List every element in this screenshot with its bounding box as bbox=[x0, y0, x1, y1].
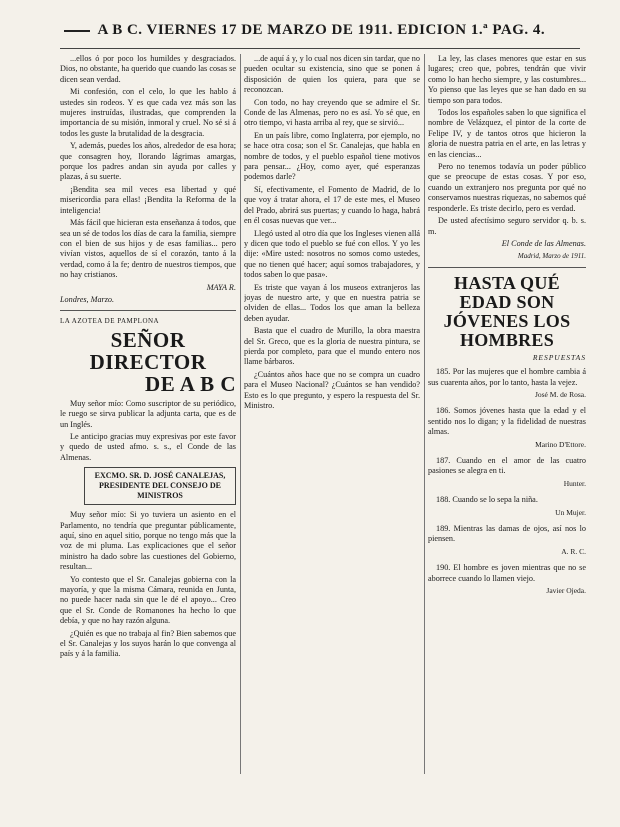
answer-author: José M. de Rosa. bbox=[534, 389, 586, 399]
paragraph: ...ellos ó por poco los humildes y desgraciados. Dios, no obstante, ha querido que cuando las cosas se dicen sean verdad. bbox=[60, 54, 236, 84]
column-1 bbox=[60, 54, 236, 774]
section-tag: LA AZOTEA DE PAMPLONA bbox=[60, 317, 160, 326]
divider bbox=[428, 267, 586, 268]
paragraph: La ley, las clases menores que estar en sus lugares; creo que, pobres, tendrán que vivir como lo han hecho siempre, y las costumbres... Yo pienso que las leyes que se han dado en su tiempo son para todos. bbox=[428, 54, 586, 105]
paragraph: De usted afectísimo seguro servidor q. b. s. m. bbox=[428, 216, 586, 236]
answer-text: 190. El hombre es joven mientras que no se aborrece cuando lo llamen viejo. bbox=[428, 563, 586, 583]
paragraph: Más fácil que hicieran esta enseñanza á todos, que sea un sé de todos los días de cara la familia, siempre con el bien de sus hijos y de esas familias... pero vivían vistos, aquellos de sí el corazón, tanto á la verdad, como á la fe; dentro de nuestros tiempos, que no hay cristianos. bbox=[60, 218, 236, 280]
answer-author: Javier Ojeda. bbox=[546, 586, 586, 596]
paragraph: ¡Bendita sea mil veces esa libertad y qué misericordia para ellas! ¡Bendita la Reforma de la inteligencia! bbox=[60, 184, 236, 215]
boxed-heading: EXCMO. SR. D. JOSÉ CANALEJAS, PRESIDENTE DEL CONSEJO DE MINISTROS bbox=[84, 467, 236, 505]
paragraph: Muy señor mío: Si yo tuviera un asiento en el Parlamento, no tendría que preguntar públicamente, aquí, sino en aquel sitio, porque no tengo más que la voz de mi pluma. Las explicaciones que el señor ministro ha dado sobre las cuestiones del Gobierno, resultan... bbox=[60, 510, 236, 572]
paragraph: Todos los españoles saben lo que significa el nombre de Velázquez, el pintor de la corte de Felipe IV, y de tantos otros que hicieron la gloria de nuestra patria en el arte, en las letras y en las ciencias... bbox=[428, 108, 586, 159]
answer-author: Hunter. bbox=[563, 478, 586, 488]
answer-author: A. R. C. bbox=[561, 546, 586, 556]
column-3 bbox=[428, 54, 586, 774]
paragraph: Sí, efectivamente, el Fomento de Madrid, de lo que voy á tratar ahora, el 17 de este mes, el Museo del Prado, abrirá sus puertas; y cuando lo haga, habrá en él cosas nuevas que ver... bbox=[244, 184, 420, 226]
signature: El Conde de las Almenas. bbox=[501, 238, 586, 248]
header-title: A B C. VIERNES 17 DE MARZO DE 1911. EDICION 1.ª PAG. 4. bbox=[97, 22, 546, 38]
signature: MAYA R. bbox=[206, 282, 236, 292]
answer-text: 189. Mientras las damas de ojos, así nos lo piensen. bbox=[428, 524, 586, 544]
paragraph: Muy señor mío: Como suscriptor de su periódico, le ruego se sirva publicar la adjunta carta, que es de un Inglés. bbox=[60, 398, 236, 429]
column-rule bbox=[240, 54, 241, 774]
paragraph: Y, además, puedes los años, alrededor de esa hora; que consagren hoy, llorando lágrimas amargas, porque los padres andan sin ayuda por calles y plazas, á su suerte. bbox=[60, 141, 236, 182]
answer-text: 188. Cuando se lo sepa la niña. bbox=[436, 495, 538, 505]
heading-line-1: SEÑOR DIRECTOR bbox=[89, 327, 207, 374]
place-date: Londres, Marzo. bbox=[60, 294, 115, 304]
paragraph: Con todo, no hay creyendo que se admire el Sr. Conde de las Almenas, pero no es así. Yo sé que, en otro tiempo, vi hasta arriba al rey, que se sirvió... bbox=[244, 97, 420, 128]
paragraph: Pero no tenemos todavía un poder público que se preocupe de estas cosas. Y por eso, cuando un extranjero nos pregunta por qué no conservamos nuestras riquezas, no sabemos qué responderle. Es triste decirlo, pero es verdad. bbox=[428, 162, 586, 213]
paragraph: Basta que el cuadro de Murillo, la obra maestra del Sr. Greco, que es la gloria de nuestra pintura, se pierda por completo, para que el mundo entero nos llame bárbaros. bbox=[244, 326, 420, 367]
article-heading: HASTA QUÉ EDAD SON JÓVENES LOS HOMBRES bbox=[443, 272, 571, 350]
answer-text: 186. Somos jóvenes hasta que la edad y el sentido nos lo digan; y la fidelidad de nuestras almas. bbox=[428, 406, 586, 437]
article-heading bbox=[60, 329, 236, 395]
paragraph: ¿Quién es que no trabaja al fin? Bien sabemos que el Sr. Canalejas y los suyos harán lo que convenga al país y á la familia. bbox=[60, 628, 236, 659]
answer-text: 187. Cuando en el amor de las cuatro pasiones se alegra en ti. bbox=[428, 455, 586, 476]
header-rule bbox=[60, 48, 580, 49]
signature-date: Madrid, Marzo de 1911. bbox=[517, 252, 586, 261]
paragraph: En un país libre, como Inglaterra, por ejemplo, no se hace otra cosa; son el Sr. Canalejas, que habla en nombre de todos, y el pueblo español tiene motivos para pensar... ¿Hoy, como ayer, qué esperanzas podemos darle? bbox=[244, 130, 420, 182]
answer-author: Marino D'Ettore. bbox=[535, 439, 586, 449]
paragraph: Mi confesión, con el celo, lo que les hablo á ustedes sin rodeos. Y es que cada vez más son las mujeres instruídas, ilustradas, que comprenden la importancia de su misión, inmoral y cruel. No sé si á todos les guste la brutalidad de la desgracia. bbox=[60, 87, 236, 138]
column-rule bbox=[424, 54, 425, 774]
paragraph: Yo contesto que el Sr. Canalejas gobierna con la mayoría, y que la misma Cámara, reunida en Junta, no puede hacer nada sin que le dé el apoyo... Creo que el Sr. Conde de Romanones ha hecho lo que debía, y que no hay razón alguna. bbox=[60, 574, 236, 626]
paragraph: ¿Cuántos años hace que no se compra un cuadro para el Museo Nacional? ¿Cuántos se han vendido? Esto es lo que pregunto, y espero la respuesta del Sr. Ministro. bbox=[244, 369, 420, 410]
divider bbox=[60, 310, 236, 311]
paragraph: Llegó usted al otro día que los Ingleses vienen allá y dicen que todo el pueblo se fué con ellos. Y yo les dije: «Mire usted: nosotros no somos como ustedes, que no tienen qué hacer; aquí somos trabajadores, y todos saben lo que pasa». bbox=[244, 228, 420, 280]
paragraph: Es triste que vayan á los museos extranjeros las joyas de nuestro arte, y que en nuestra patria se olviden de ellas... Todos los que aman la belleza deben ayudar. bbox=[244, 282, 420, 323]
paragraph: Le anticipo gracias muy expresivas por este favor y quedo de usted afmo. s. s., el Conde de las Almenas. bbox=[60, 431, 236, 462]
answers-label: RESPUESTAS bbox=[532, 352, 586, 362]
paragraph: ...de aquí á y, y lo cual nos dicen sin tardar, que no pueden ocultar su existencia, sino que se ponen á disposición de quien los quiera, para que se reconozcan. bbox=[244, 54, 420, 95]
page-header bbox=[60, 22, 580, 44]
answer-author: Un Mujer. bbox=[555, 507, 586, 517]
column-2 bbox=[244, 54, 420, 774]
header-dash-left bbox=[64, 30, 90, 32]
answer-text: 185. Por las mujeres que el hombre cambia á sus cuarenta años, por lo tanto, hasta la vejez. bbox=[428, 367, 586, 387]
heading-line-2: DE A B C bbox=[145, 371, 236, 396]
